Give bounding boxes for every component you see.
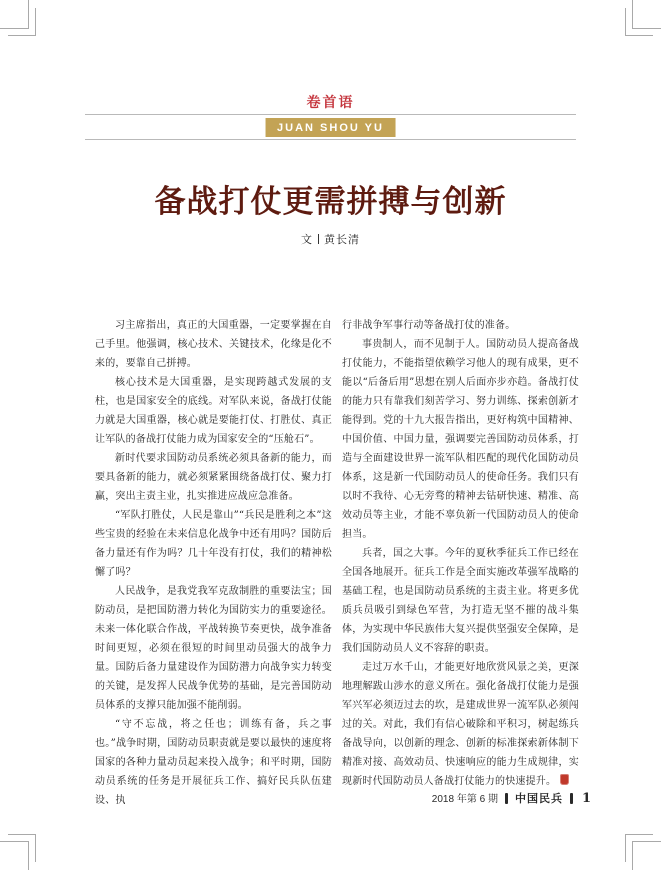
article-paragraph: 兵者，国之大事。今年的夏秋季征兵工作已经在全国各地展开。征兵工作是全面实施改革强军战略的基础工程，也是国防动员系统的主责主业。将更多优质兵员吸引到绿色军营，为打造无坚不摧的战斗集体，为实现中华民族伟大复兴提供坚强安全保障，是我们国防动员人义不容辞的职责。	[342, 548, 579, 654]
article-paragraph: 人民战争，是我党我军克敌制胜的重要法宝；国防动员，是把国防潜力转化为国防实力的重要途径。未来一体化联合作战，平战转换节奏更快，战争准备时间更短，必须在很短的时间里动员强大的战争力量。国防后备力量建设作为国防潜力向战争实力转变的关键，是发挥人民战争优势的基础，是完善国防动员体系的支撑只能加强不能削弱。	[95, 586, 332, 711]
crop-mark-top-right	[625, 0, 661, 36]
crop-mark-bottom-right	[625, 834, 661, 870]
article-title: 备战打仗更需拼搏与创新	[154, 184, 507, 219]
section-pinyin-banner: JUAN SHOU YU	[265, 118, 396, 137]
byline	[0, 231, 661, 247]
article-paragraph: 新时代要求国防动员系统必须具备新的能力，而要具备新的能力，就必须紧紧围绕备战打仗、聚力打赢，突出主责主业，扎实推进应战应急准备。	[95, 453, 332, 502]
footer-issue: 2018 年第 6 期	[431, 794, 498, 805]
header-rule-bottom	[85, 139, 576, 140]
author-name: 黄长清	[324, 233, 360, 246]
article-paragraph	[342, 658, 579, 791]
byline-divider	[318, 234, 319, 244]
article-paragraph: “守不忘战，将之任也；训练有备，兵之事也。”战争时期，国防动员职责就是要以最快的速度将国家的各种力量动员起来投入战争；和平时期，国防动员系统的任务是开展征兵工作、搞好民兵队伍建设、执	[95, 719, 332, 806]
byline-prefix: 文	[301, 233, 313, 246]
left-column	[95, 316, 332, 810]
article-paragraph: 事贵制人，而不见制于人。国防动员人提高备战打仗能力，不能指望依赖学习他人的现有成果，更不能以“后备后用”思想在别人后面亦步亦趋。备战打仗的能力只有靠我们刻苦学习、努力训练、探索创新才能得到。党的十九大报告指出，更好构筑中国精神、中国价值、中国力量，强调要完善国防动员体系，打造与全面建设世界一流军队相匹配的现代化国防动员体系，这是新一代国防动员人的使命任务。我们只有以时不我待、心无旁骛的精神去钻研快速、精准、高效动员等主业，才能不辜负新一代国防动员人的使命担当。	[342, 339, 579, 540]
article-paragraph: 核心技术是大国重器，是实现跨越式发展的支柱，也是国家安全的底线。对军队来说，备战打仗能力就是大国重器，核心就是要能打仗、打胜仗、真正让军队的备战打仗能力成为国家安全的“压舱石”。	[95, 377, 332, 445]
red-seal-end-mark-icon	[560, 774, 569, 785]
page-number: 1	[581, 791, 591, 806]
footer-magazine-name: 中国民兵	[514, 793, 563, 805]
section-label: 卷首语	[306, 94, 355, 110]
article-paragraph: 习主席指出，真正的大国重器，一定要掌握在自己手里。他强调，核心技术、关键技术，化缘是化不来的，要靠自己拼搏。	[95, 320, 332, 369]
footer-separator	[570, 793, 573, 804]
header-rule-top	[85, 114, 576, 115]
right-column	[342, 316, 579, 810]
paragraph-text: 走过万水千山，才能更好地欣赏风景之美，更深地理解跋山涉水的意义所在。强化备战打仗能力是强军兴军必须迈过去的坎，是建成世界一流军队必须闯过的关。对此，我们有信心破除和平积习，树起练兵备战导向，以创新的理念、创新的标准探索新体制下精准对接、高效动员、快速响应的能力生成规律，实现新时代国防动员人备战打仗能力的快速提升。	[342, 662, 579, 787]
page-footer	[432, 790, 591, 806]
article-paragraph: “军队打胜仗，人民是靠山”“兵民是胜利之本”这些宝贵的经验在未来信息化战争中还有用吗？国防后备力量还有作为吗？几十年没有打仗，我们的精神松懈了吗？	[95, 510, 332, 578]
article-paragraph-continuation: 行非战争军事行动等备战打仗的准备。	[342, 320, 516, 331]
footer-separator	[505, 793, 508, 804]
crop-mark-top-left	[0, 0, 36, 36]
article-body	[95, 316, 579, 810]
crop-mark-bottom-left	[0, 834, 36, 870]
